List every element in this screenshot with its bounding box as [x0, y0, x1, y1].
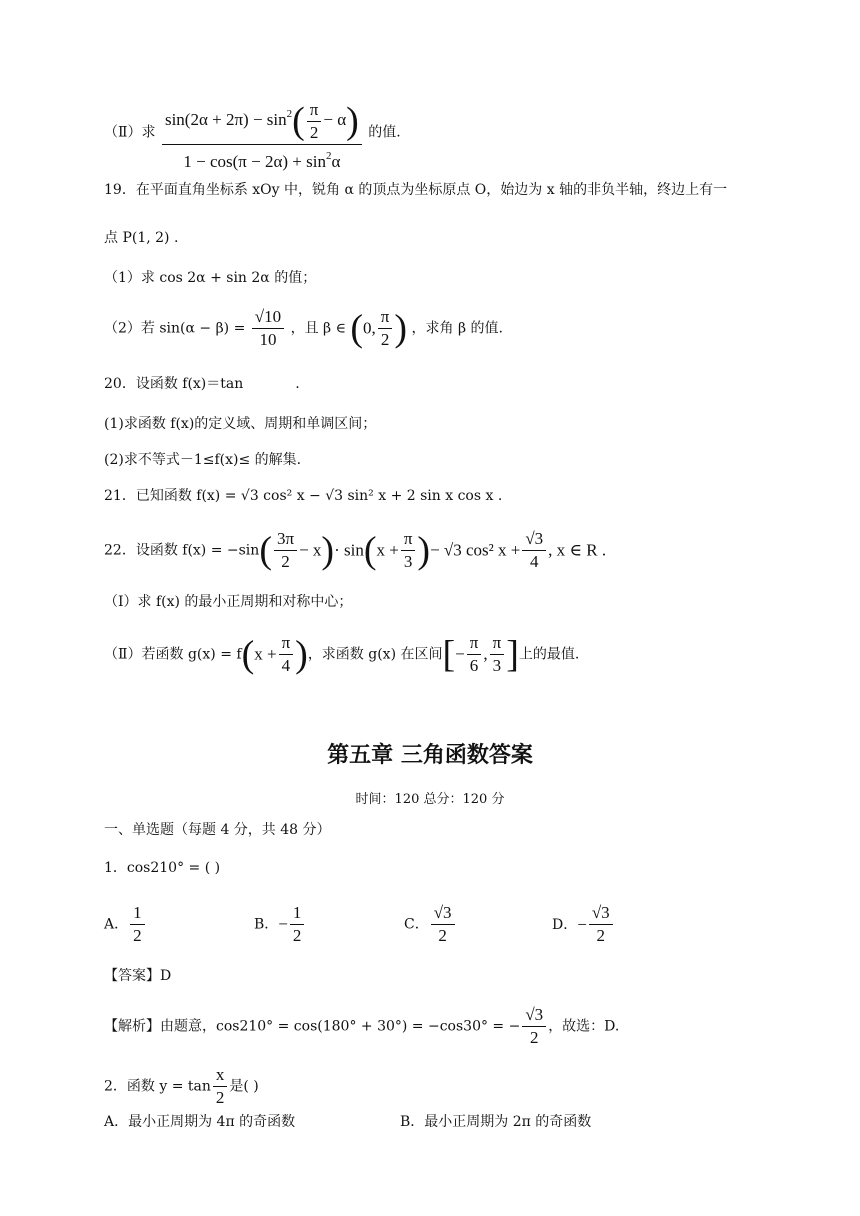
q22-d: x +: [376, 540, 399, 560]
q18-num-b: − α: [323, 110, 347, 129]
q18-den: 1 − cos(π − 2α) + sin: [183, 151, 326, 171]
q20-line1: [104, 374, 300, 394]
q18-part2: [104, 92, 401, 173]
option-a-label: A．: [104, 916, 129, 933]
q21-line: 21．已知函数 f(x) = √3 cos² x − √3 sin² x + 2 sin x cos x .: [104, 488, 503, 504]
q22-p2-int1-den: 6: [469, 656, 479, 675]
q19-p2-c: ，求角 β 的值.: [411, 320, 503, 337]
q2-option-b: B．最小正周期为 2π 的奇函数: [400, 1114, 592, 1130]
q1-expl-a: 【解析】由题意，cos210° = cos(180° + 30°) = −cos30° = −: [104, 1018, 521, 1035]
q22-frac3-num: √3: [522, 528, 546, 551]
q22-frac1-den: 2: [281, 552, 290, 571]
q20-part1: (1)求函数 f(x)的定义域、周期和单调区间；: [104, 416, 377, 432]
answers-q2-options: [104, 1112, 591, 1132]
q22-frac1-num: 3π: [274, 528, 297, 551]
option-b-label: B．: [254, 916, 279, 933]
q22-p2-int1-num: π: [467, 632, 482, 655]
q20-line1-tail: .: [295, 376, 300, 392]
q22-p2-frac-den: 4: [281, 656, 291, 675]
option-b-sign: −: [278, 914, 288, 934]
option-b: [254, 902, 404, 947]
answers-q1-options: [104, 902, 615, 947]
q22-f: , x ∈ R .: [548, 540, 607, 560]
option-c-den: 2: [438, 926, 447, 945]
q18-tail: 的值.: [368, 124, 401, 141]
q22-p2-c: 上的最值.: [518, 646, 580, 663]
q18-num-frac-num: π: [307, 99, 322, 122]
q2-a: 2．函数 y = tan: [104, 1078, 211, 1095]
q1-expl-num: √3: [522, 1004, 546, 1027]
q22-p2-int2-den: 3: [492, 656, 502, 675]
q19-line2: 点 P(1, 2) .: [104, 230, 179, 246]
option-d: [552, 903, 615, 945]
option-d-label: D．: [552, 916, 578, 933]
q19-part1: （1）求 cos 2α + sin 2α 的值；: [104, 270, 317, 286]
answers-title: 第五章 三角函数答案: [327, 743, 533, 768]
answers-q1-explanation: [104, 1004, 619, 1049]
option-a-den: 2: [133, 926, 142, 945]
q1-expl-den: 2: [530, 1028, 539, 1047]
q2-num: x: [213, 1064, 228, 1087]
option-c: [404, 902, 552, 947]
q2-b: 是( ): [229, 1078, 259, 1095]
q22-p2-frac-num: π: [279, 632, 294, 655]
q22-a: 22．设函数 f(x) = −sin: [104, 542, 260, 559]
q22-p2-b: ，求函数 g(x) 在区间: [307, 646, 443, 663]
q18-label: （Ⅱ）求: [104, 124, 156, 141]
q1-expl-b: ，故选：D.: [548, 1018, 620, 1035]
q20-part2: (2)求不等式－1≤f(x)≤ 的解集.: [104, 452, 302, 468]
q20-line1-text: 20．设函数 f(x)＝tan: [104, 376, 244, 392]
option-a-num: 1: [130, 902, 145, 925]
q22-p2-int2-num: π: [490, 632, 505, 655]
q19-p2-b: ，且 β ∈: [290, 320, 346, 337]
option-c-num: √3: [431, 902, 455, 925]
answers-q2: [104, 1064, 259, 1109]
answers-subtitle: 时间：120 总分：120 分: [355, 792, 505, 807]
q2-option-a: A．最小正周期为 4π 的奇函数: [104, 1114, 296, 1130]
q19-line1: 19．在平面直角坐标系 xOy 中，锐角 α 的顶点为坐标原点 O，始边为 x 轴的非负半轴，终边上有一: [104, 182, 728, 198]
q22-c: · sin: [334, 540, 364, 560]
option-d-den: 2: [596, 926, 605, 945]
q19-p2-int-den: 2: [380, 330, 390, 349]
q22-line: 22．设函数 f(x) = −sin( $\frac{3\pi}{2}$ − x)· sin(x + $\frac{\pi}{3}$ )− √3 cos² x + $\frac{√3}{4}$ , x ∈ R .: [104, 529, 607, 572]
answers-section: 一、单选题（每题 4 分，共 48 分）: [104, 822, 331, 838]
option-b-den: 2: [292, 926, 302, 945]
q22-p2-in: x +: [254, 644, 277, 664]
q18-den-var: α: [331, 151, 341, 171]
q18-fraction: $\sin(2\alpha + 2\pi) - \sin^2$( $\frac{\pi}{2}$ − α) $1 - \cos(\pi - 2\alpha) + \sin^2\alpha$: [162, 92, 362, 173]
q19-p2-den: 10: [259, 330, 277, 349]
q2-den: 2: [215, 1088, 225, 1107]
q18-num-a: sin(2α + 2π) − sin: [164, 110, 287, 129]
q19-part2: （2）若 sin(α − β) = $\frac{√10}{10}$ ，且 β ∈ (0, $\frac{\pi}{2}$ ) ，求角 β 的值.: [104, 307, 503, 350]
q19-p2-a: （2）若 sin(α − β) =: [104, 320, 246, 337]
option-d-sign: −: [577, 914, 587, 934]
option-a: [104, 902, 254, 947]
q22-e: − √3 cos² x +: [430, 540, 521, 560]
q18-num-sup: 2: [286, 108, 293, 120]
q22-frac2-num: π: [401, 528, 416, 551]
option-c-label: C．: [404, 916, 429, 933]
q22-p2-a: （Ⅱ）若函数 g(x) = f: [104, 646, 242, 663]
q22-b: − x: [299, 540, 322, 560]
q18-num-frac-den: 2: [309, 122, 319, 142]
option-d-num: √3: [589, 902, 613, 925]
q18-den-sup: 2: [325, 149, 332, 162]
option-b-num: 1: [290, 902, 305, 925]
q19-p2-num: √10: [252, 306, 284, 329]
answers-q1-answer: 【答案】D: [104, 968, 172, 984]
q22-frac3-den: 4: [530, 552, 539, 571]
q19-p2-int-num: π: [378, 306, 393, 329]
answers-q1: 1．cos210° = ( ): [104, 860, 221, 876]
q22-frac2-den: 3: [403, 552, 413, 571]
q22-p2-int-a: −: [455, 644, 465, 664]
q22-part1: （Ⅰ）求 f(x) 的最小正周期和对称中心；: [104, 594, 353, 610]
q22-part2: （Ⅱ）若函数 g(x) = f(x + $\frac{\pi}{4}$ )，求函数 g(x) 在区间[− $\frac{\pi}{6}$ , $\frac{\pi}{3}$ ]上的最值.: [104, 633, 580, 676]
q19-p2-int-a: 0,: [363, 318, 376, 338]
